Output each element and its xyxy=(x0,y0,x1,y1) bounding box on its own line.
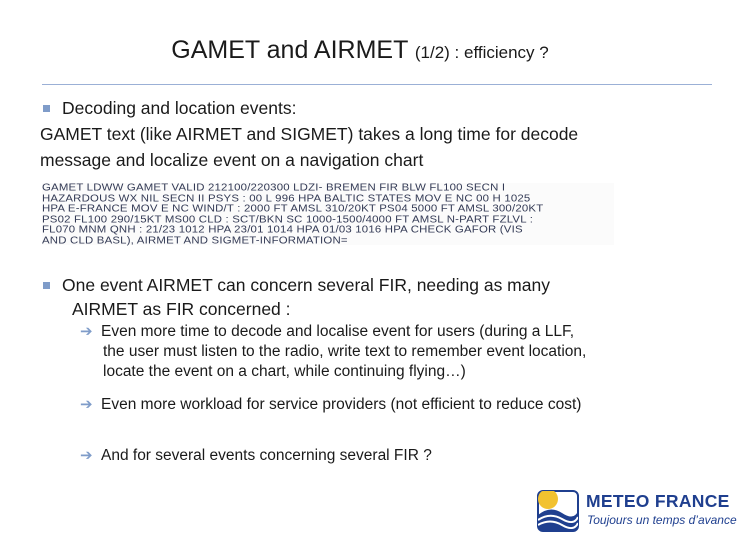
title-main: GAMET and AIRMET xyxy=(171,36,408,64)
bullet-decoding xyxy=(40,95,700,173)
meteo-france-logo xyxy=(536,489,737,535)
logo-name: METEO FRANCE xyxy=(586,491,730,511)
bullet-text-line2: message and localize event on a navigation chart xyxy=(40,150,424,170)
sub-item-time xyxy=(80,322,705,382)
bullet-airmet-fir xyxy=(40,273,690,321)
bullet2-line1: One event AIRMET can concern several FIR, needing as many xyxy=(62,275,550,295)
sub-item-line: the user must listen to the radio, write text to remember event location, xyxy=(103,343,587,360)
arrow-right-icon: ➔ xyxy=(80,447,93,464)
gamet-line: FL070 MNM QNH : 21/23 1012 HPA 23/01 1014 HPA 01/03 1016 HPA CHECK GAFOR (VIS xyxy=(42,224,523,236)
gamet-line: GAMET LDWW GAMET VALID 212100/220300 LDZI- BREMEN FIR BLW FL100 SECN I xyxy=(42,182,506,194)
gamet-line: HAZARDOUS WX NIL SECN II PSYS : 00 L 996 HPA BALTIC STATES MOV E NC 00 H 1025 xyxy=(42,192,531,204)
gamet-line: AND CLD BASL), AIRMET AND SIGMET-INFORMATION= xyxy=(42,234,348,246)
title-divider xyxy=(42,84,712,85)
sub-item-line: Even more workload for service providers (not efficient to reduce cost) xyxy=(101,396,582,413)
arrow-right-icon: ➔ xyxy=(80,396,93,413)
sub-item-line: And for several events concerning several FIR ? xyxy=(101,447,432,464)
sub-item-line: Even more time to decode and localise event for users (during a LLF, xyxy=(101,323,575,340)
sub-item-line: locate the event on a chart, while continuing flying…) xyxy=(103,363,466,380)
bullet-heading: Decoding and location events: xyxy=(62,98,297,118)
gamet-line: PS02 FL100 290/15KT MS00 CLD : SCT/BKN SC 1000-1500/4000 FT AMSL N-PART FZLVL : xyxy=(42,213,534,225)
arrow-right-icon: ➔ xyxy=(80,323,93,340)
title-sub: (1/2) : efficiency ? xyxy=(414,43,549,62)
gamet-message-image xyxy=(42,183,614,245)
bullet2-line2: AIRMET as FIR concerned : xyxy=(72,299,291,319)
slide-title xyxy=(0,36,720,65)
meteo-france-logo-icon xyxy=(536,489,580,533)
square-bullet-icon xyxy=(43,282,50,289)
sub-item-workload xyxy=(80,395,705,415)
bullet-text-line1: GAMET text (like AIRMET and SIGMET) takes a long time for decode xyxy=(40,124,579,144)
square-bullet-icon xyxy=(43,105,50,112)
logo-tagline: Toujours un temps d’avance xyxy=(587,513,737,527)
sub-item-several-events xyxy=(80,446,705,466)
gamet-line: HPA E-FRANCE MOV E NC WIND/T : 2000 FT AMSL 310/20KT PS04 5000 FT AMSL 300/20KT xyxy=(42,203,544,215)
